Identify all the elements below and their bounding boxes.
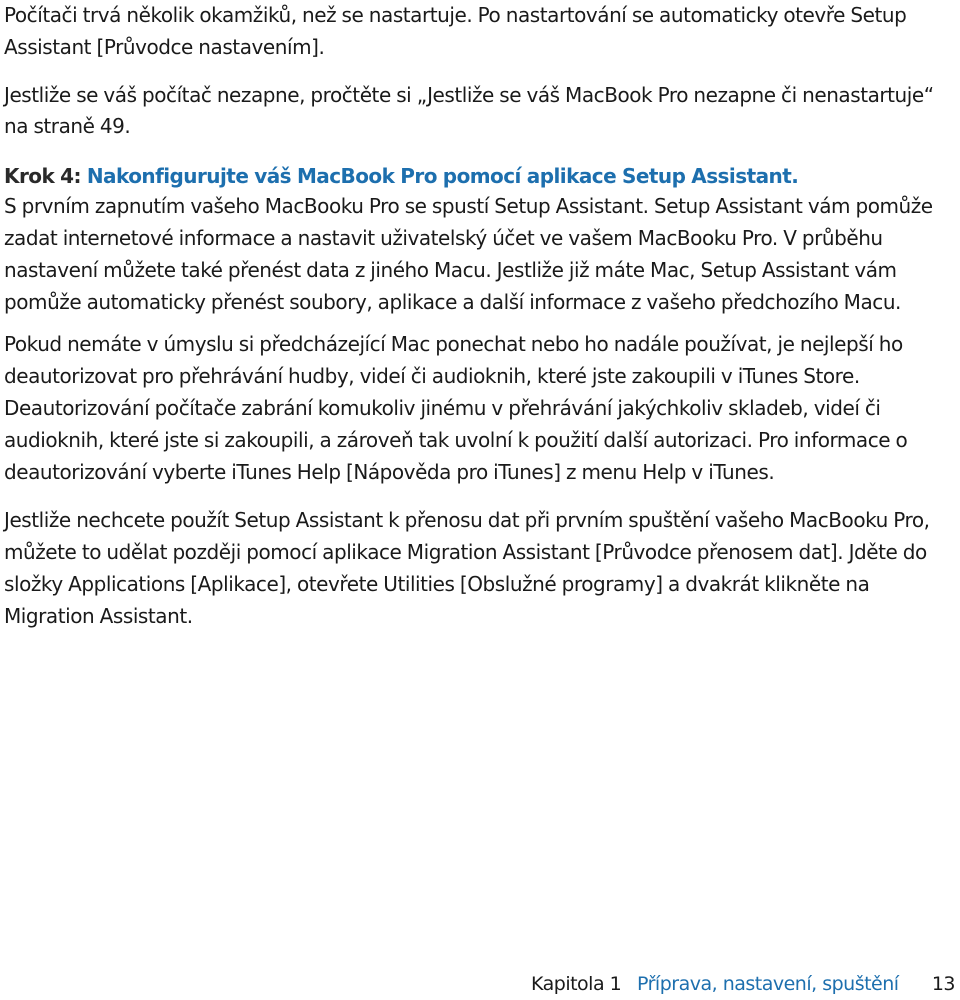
- step-title: Nakonfigurujte váš MacBook Pro pomocí aplikace Setup Assistant.: [86, 164, 799, 189]
- troubleshoot-paragraph: Jestliže se váš počítač nezapne, pročtěte si „Jestliže se váš MacBook Pro nezapne či nenastartuje“ na straně 49.: [4, 82, 934, 139]
- page-content: [4, 0, 954, 633]
- setup-assistant-paragraph: S prvním zapnutím vašeho MacBooku Pro se spustí Setup Assistant. Setup Assistant vám pomůže zadat internetové informace a nastavit uživatelský účet ve vašem MacBooku Pro. V průběhu nastavení můžete také přenést data z jiného Macu. Jestliže již máte Mac, Setup Assistant vám pomůže automaticky přenést soubory, aplikace a další informace z vašeho předchozího Macu.: [4, 194, 933, 314]
- chapter-label: Kapitola 1: [531, 973, 622, 995]
- step-heading: [4, 161, 954, 191]
- migration-paragraph: Jestliže nechcete použít Setup Assistant k přenosu dat při prvním spuštění vašeho MacBooku Pro, můžete to udělat později pomocí aplikace Migration Assistant [Průvodce přenosem dat]. Jděte do složky Applications [Aplikace], otevřete Utilities [Obslužné programy] a dvakrát klikněte na Migration Assistant.: [4, 508, 930, 628]
- chapter-title: Příprava, nastavení, spuštění: [637, 973, 899, 995]
- page-footer: [520, 968, 960, 1000]
- page-number: 13: [931, 973, 955, 995]
- deauthorize-paragraph: Pokud nemáte v úmyslu si předcházející Mac ponechat nebo ho nadále používat, je nejlepší ho deautorizovat pro přehrávání hudby, videí či audioknih, které jste zakoupili v iTunes Store. Deautorizování počítače zabrání komukoliv jinému v přehrávání jakýchkoliv skladeb, videí či audioknih, které jste si zakoupili, a zároveň tak uvolní k použití další autorizaci. Pro informace o deautorizování vyberte iTunes Help [Nápověda pro iTunes] z menu Help v iTunes.: [4, 332, 908, 484]
- intro-paragraph: Počítači trvá několik okamžiků, než se nastartuje. Po nastartování se automaticky otevře Setup Assistant [Průvodce nastavením].: [4, 3, 907, 59]
- step-number: Krok 4:: [4, 164, 81, 189]
